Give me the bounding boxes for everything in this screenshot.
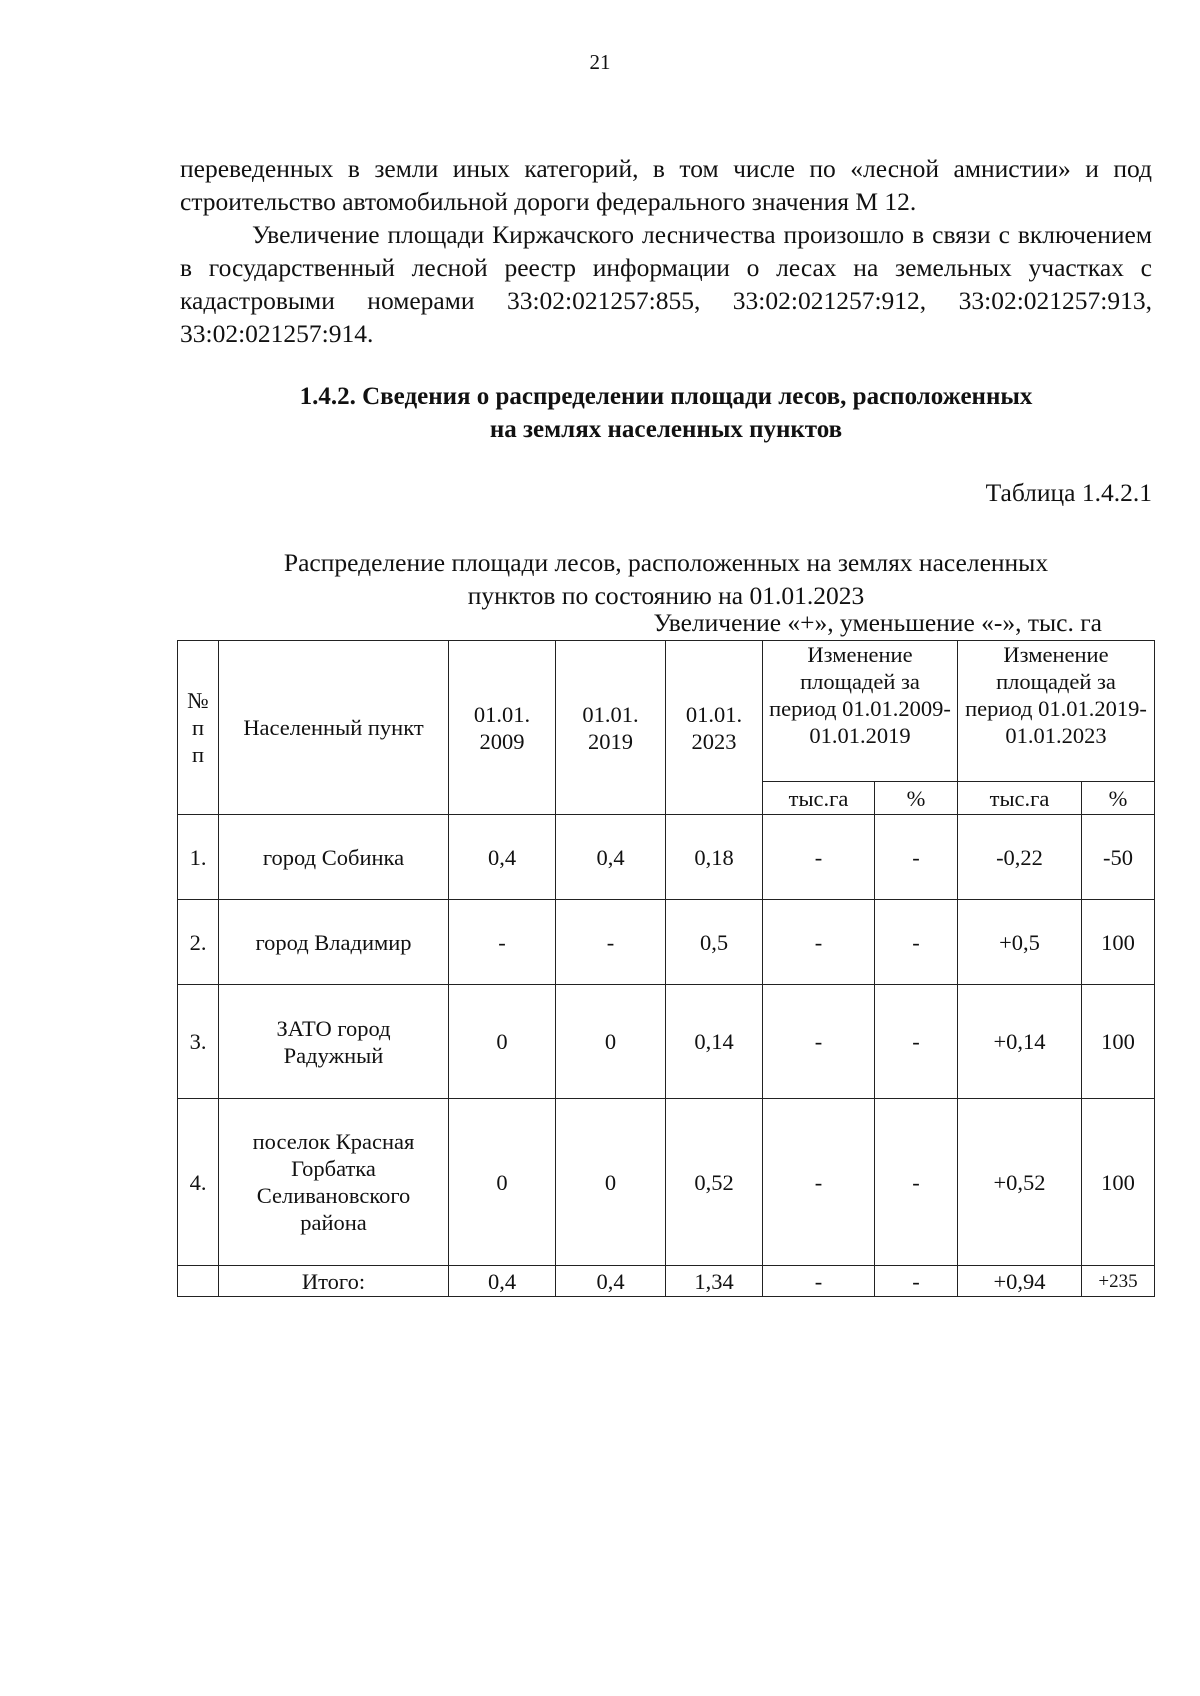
row-change2-pct: 100 [1082,985,1155,1099]
row-value-2019: 0 [556,985,666,1099]
row-value-2023: 0,5 [666,900,763,985]
table-caption [180,546,1152,612]
header-settlement: Населенный пункт [219,641,449,815]
row-value-2009: - [449,900,556,985]
row-number: 2. [178,900,219,985]
table-label: Таблица 1.4.2.1 [985,478,1152,507]
row-value-2019: - [556,900,666,985]
table-header-row [178,641,1155,782]
header-date-2009: 01.01. 2009 [449,641,556,815]
total-change2-ths: +0,94 [958,1266,1082,1297]
row-change2-ths: +0,14 [958,985,1082,1099]
row-number: 1. [178,815,219,900]
page-number: 21 [589,50,611,74]
row-change1-pct: - [875,985,958,1099]
section-heading-line-1: 1.4.2. Сведения о распределении площади лесов, расположенных [299,383,1033,410]
row-settlement: город Владимир [219,900,449,985]
row-value-2023: 0,52 [666,1099,763,1266]
row-value-2009: 0 [449,985,556,1099]
units-note: Увеличение «+», уменьшение «-», тыс. га [653,608,1102,637]
header-number-p1: п [191,715,205,740]
total-value-2023: 1,34 [666,1266,763,1297]
row-change2-ths: -0,22 [958,815,1082,900]
header-unit-pct-1: % [875,782,958,815]
section-heading [180,380,1152,446]
total-number-empty [178,1266,219,1297]
total-value-2009: 0,4 [449,1266,556,1297]
row-value-2023: 0,18 [666,815,763,900]
row-change2-ths: +0,5 [958,900,1082,985]
header-date-2019: 01.01. 2019 [556,641,666,815]
total-value-2019: 0,4 [556,1266,666,1297]
row-number: 4. [178,1099,219,1266]
header-date-2023: 01.01. 2023 [666,641,763,815]
paragraph-kirzhach-increase: Увеличение площади Киржачского лесничества произошло в связи с включением в государственный лесной реестр информации о лесах на земельных участках с кадастровыми номерами 33:02:021257:855, 33:02:021257:912, 33:02:021257:913, 33:02:021257:914. [180,220,1152,348]
header-number-p2: п [191,742,205,767]
row-value-2019: 0 [556,1099,666,1266]
row-value-2009: 0 [449,1099,556,1266]
total-change2-pct: +235 [1082,1266,1155,1297]
row-change2-pct: -50 [1082,815,1155,900]
forest-distribution-table [177,640,1155,1297]
row-value-2023: 0,14 [666,985,763,1099]
total-label: Итого: [219,1266,449,1297]
row-change1-ths: - [763,900,875,985]
row-change1-pct: - [875,815,958,900]
row-change2-ths: +0,52 [958,1099,1082,1266]
row-value-2009: 0,4 [449,815,556,900]
total-change1-pct: - [875,1266,958,1297]
table-row [178,985,1155,1099]
row-settlement: город Собинка [219,815,449,900]
total-change1-ths: - [763,1266,875,1297]
table-row [178,900,1155,985]
header-change-2009-2019: Изменение площадей за период 01.01.2009-01.01.2019 [763,641,958,782]
table-caption-line-1: Распределение площади лесов, расположенных на землях населенных [283,548,1049,577]
row-change1-pct: - [875,900,958,985]
row-change1-ths: - [763,815,875,900]
row-number: 3. [178,985,219,1099]
table-row [178,1099,1155,1266]
row-settlement: поселок Красная Горбатка Селивановского района [219,1099,449,1266]
paragraph-continuation: переведенных в земли иных категорий, в том числе по «лесной амнистии» и под строительство автомобильной дороги федерального значения М 12. [180,154,1152,216]
row-change1-ths: - [763,985,875,1099]
header-unit-ths-2: тыс.га [958,782,1082,815]
header-unit-ths-1: тыс.га [763,782,875,815]
row-value-2019: 0,4 [556,815,666,900]
table-row [178,815,1155,900]
table-caption-line-2: пунктов по состоянию на 01.01.2023 [467,581,865,610]
header-number-symbol: № [187,688,209,713]
table-total-row [178,1266,1155,1297]
row-change1-pct: - [875,1099,958,1266]
row-change1-ths: - [763,1099,875,1266]
row-change2-pct: 100 [1082,1099,1155,1266]
header-unit-pct-2: % [1082,782,1155,815]
header-change-2019-2023: Изменение площадей за период 01.01.2019-01.01.2023 [958,641,1155,782]
row-change2-pct: 100 [1082,900,1155,985]
row-settlement: ЗАТО город Радужный [219,985,449,1099]
section-heading-line-2: на землях населенных пунктов [489,416,843,443]
header-number [178,641,219,815]
